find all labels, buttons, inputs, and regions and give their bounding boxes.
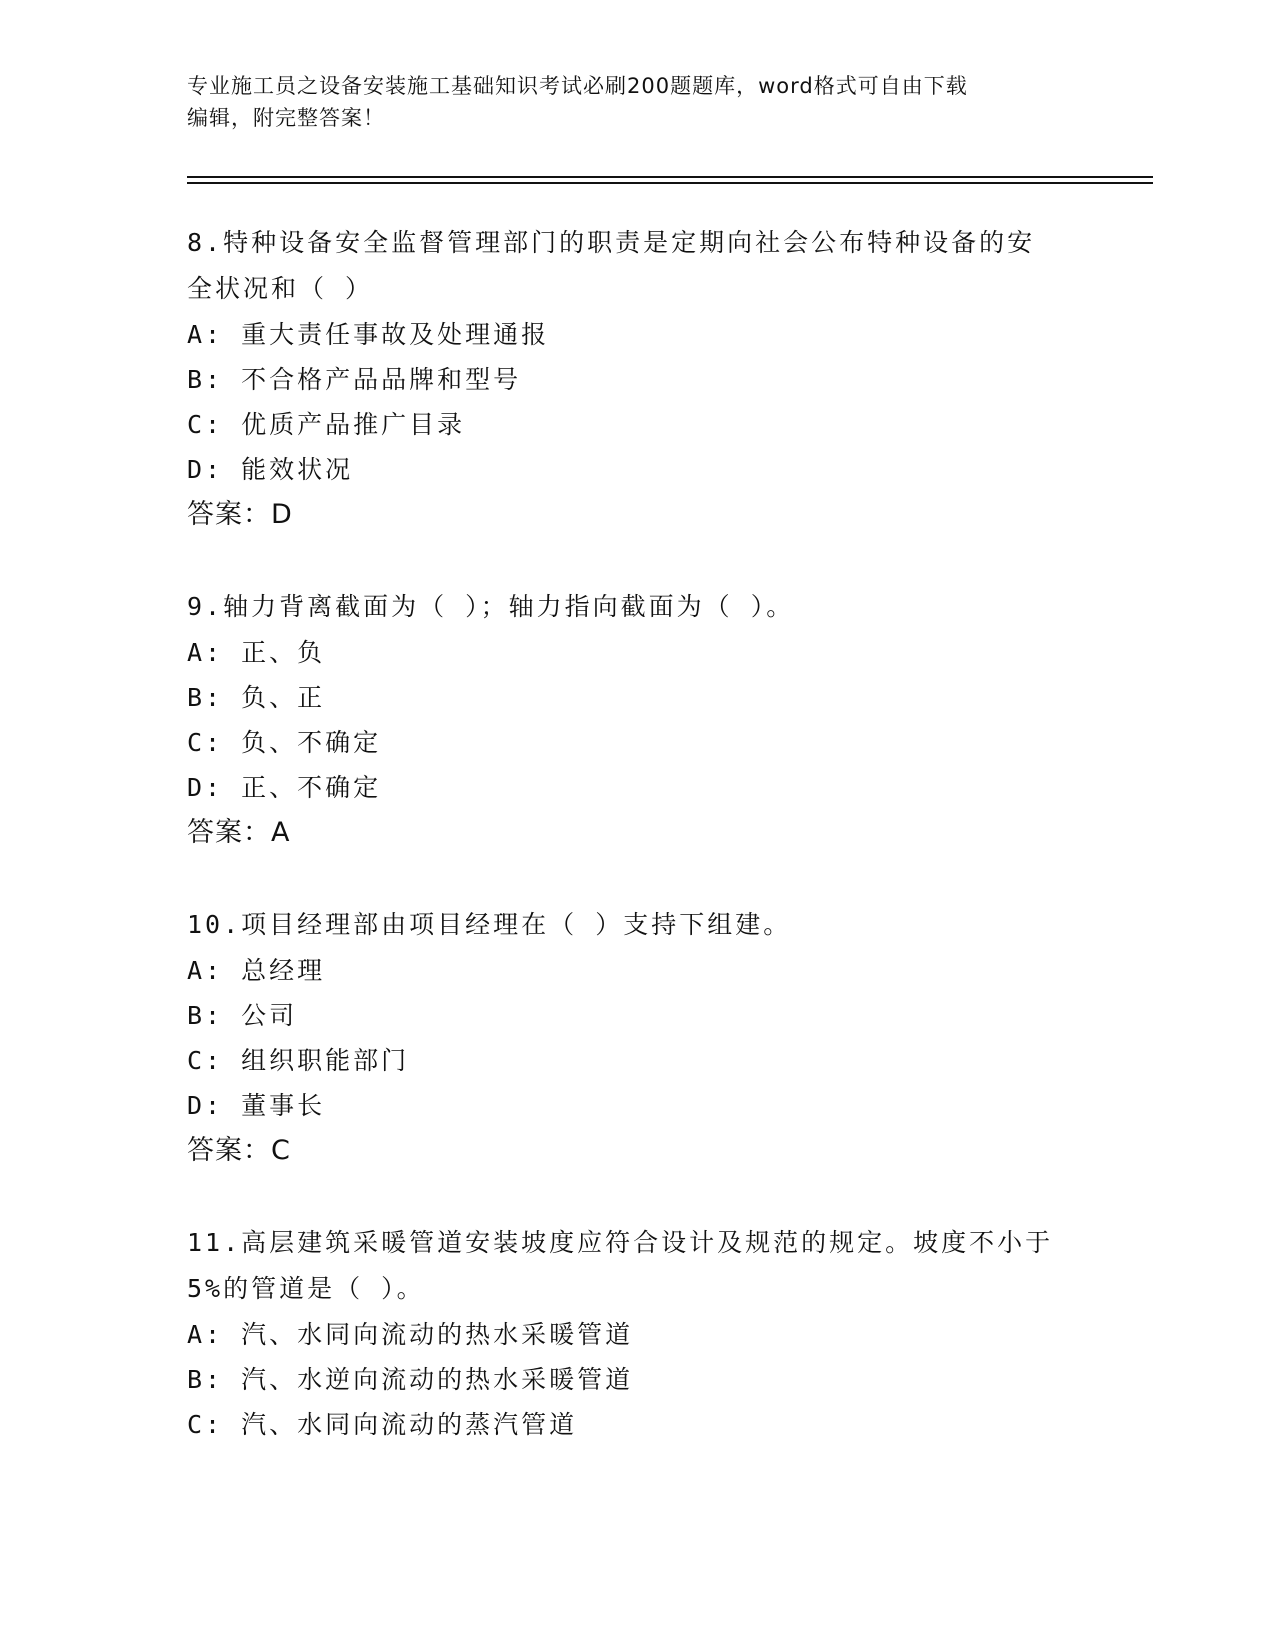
option-c: C: 汽、水同向流动的蒸汽管道 [187,1410,578,1439]
header-line-1: 专业施工员之设备安装施工基础知识考试必刷200题题库，word格式可自由下载 [187,74,968,98]
option-a: A: 正、负 [187,638,326,667]
question-text-line: 全状况和（ ） [187,274,374,303]
option-d: D: 正、不确定 [187,773,382,802]
document-header [187,70,1067,134]
header-line-2: 编辑，附完整答案！ [187,106,385,130]
header-divider-bottom [187,182,1153,184]
option-d: D: 能效状况 [187,455,354,484]
question-9 [187,584,1087,856]
question-text-line: 9.轴力背离截面为（ ）；轴力指向截面为（ ）。 [187,592,795,621]
header-divider-top [187,176,1153,178]
option-c: C: 负、不确定 [187,728,382,757]
question-text-line: 10.项目经理部由项目经理在（ ）支持下组建。 [187,910,792,939]
option-b: B: 汽、水逆向流动的热水采暖管道 [187,1365,634,1394]
question-text-line: 8.特种设备安全监督管理部门的职责是定期向社会公布特种设备的安 [187,228,1036,257]
option-a: A: 重大责任事故及处理通报 [187,320,550,349]
option-a: A: 汽、水同向流动的热水采暖管道 [187,1320,634,1349]
question-list [187,220,1087,1493]
answer-label: 答案：C [187,1135,291,1166]
option-c: C: 优质产品推广目录 [187,410,466,439]
option-c: C: 组织职能部门 [187,1046,410,1075]
answer-label: 答案：A [187,817,291,848]
question-text-line: 11.高层建筑采暖管道安装坡度应符合设计及规范的规定。坡度不小于 [187,1228,1054,1257]
question-8 [187,220,1087,538]
option-b: B: 公司 [187,1001,298,1030]
option-d: D: 董事长 [187,1091,326,1120]
question-10 [187,902,1087,1174]
option-b: B: 不合格产品品牌和型号 [187,365,522,394]
option-b: B: 负、正 [187,683,326,712]
option-a: A: 总经理 [187,956,326,985]
question-text-line: 5%的管道是（ ）。 [187,1274,425,1303]
answer-label: 答案：D [187,499,293,530]
question-11 [187,1220,1087,1447]
